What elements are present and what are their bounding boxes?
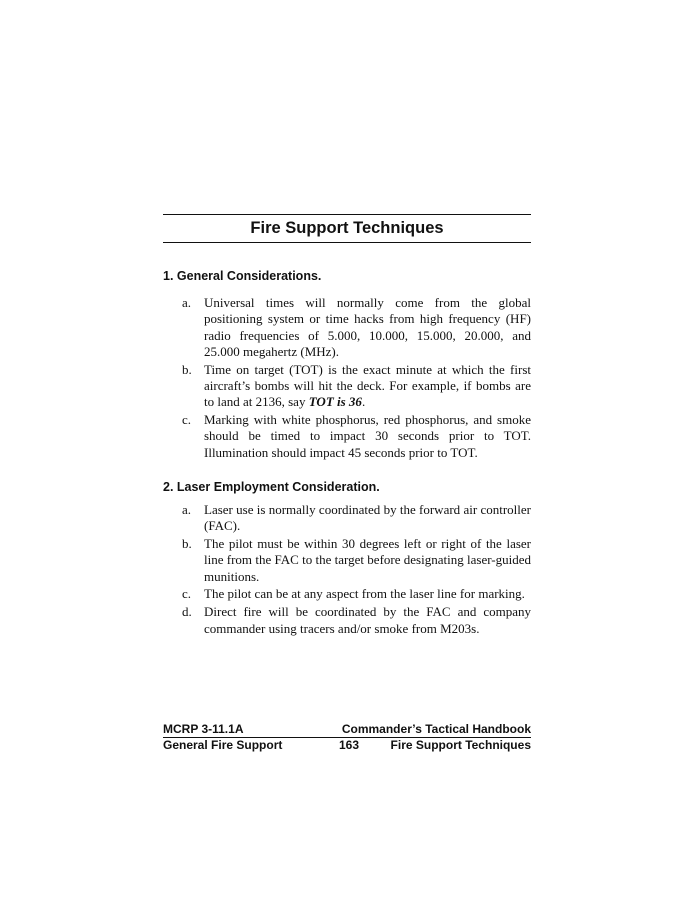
footer-publication: MCRP 3-11.1A: [163, 722, 244, 736]
laser-employment-list: [163, 502, 531, 638]
footer-handbook: Commander’s Tactical Handbook: [341, 722, 531, 736]
section-heading-general: 1. General Considerations.: [163, 269, 322, 283]
list-marker: c.: [182, 412, 192, 428]
list-marker: a.: [182, 502, 192, 517]
list-item: [163, 604, 531, 637]
list-item-text-part: .: [361, 394, 366, 410]
list-item-text: [204, 362, 531, 410]
list-item: [163, 412, 531, 461]
list-item: [163, 586, 531, 602]
general-considerations-list: [163, 295, 531, 462]
section-heading-laser: 2. Laser Employment Consideration.: [163, 480, 380, 494]
footer-row-bottom: [163, 738, 531, 753]
footer-chapter: Fire Support Techniques: [390, 738, 531, 752]
list-item-text: The pilot must be within 30 degrees left or right of the laser line from the FAC to the target before designating laser-guided munitions.: [204, 536, 531, 584]
list-item-text: Marking with white phosphorus, red phosphorus, and smoke should be timed to impact 30 seconds prior to TOT. Illumination should impact 45 seconds prior to TOT.: [204, 412, 531, 460]
title-block: [163, 214, 531, 243]
emphasis-text: TOT is 36: [308, 394, 362, 410]
list-item: [163, 295, 531, 360]
list-item-text: Laser use is normally coordinated by the forward air controller (FAC).: [204, 502, 531, 534]
list-marker: b.: [182, 361, 192, 377]
footer-page-number: 163: [339, 738, 360, 752]
list-marker: d.: [182, 604, 192, 620]
list-item: [163, 502, 531, 535]
page-title: Fire Support Techniques: [250, 219, 444, 237]
list-marker: a.: [182, 295, 192, 310]
list-marker: c.: [182, 586, 192, 602]
list-item-text: The pilot can be at any aspect from the laser line for marking.: [204, 586, 525, 602]
page-footer: [163, 722, 531, 753]
list-marker: b.: [182, 536, 192, 552]
footer-row-top: [163, 722, 531, 737]
footer-part: General Fire Support: [163, 738, 283, 752]
list-item: [163, 362, 531, 411]
list-item-text: Direct fire will be coordinated by the FAC and company commander using tracers and/or smoke from M203s.: [204, 604, 531, 636]
list-item-text-part: Time on target (TOT) is the exact minute at which the first aircraft’s bombs will hit the deck. For example, if bombs are to land at 2136, say: [204, 361, 531, 410]
list-item-text: Universal times will normally come from the global positioning system or time hacks from high frequency (HF) radio frequencies of 5.000, 10.000, 15.000, 20.000, and 25.000 megahertz (MHz).: [204, 295, 531, 359]
list-item: [163, 536, 531, 585]
